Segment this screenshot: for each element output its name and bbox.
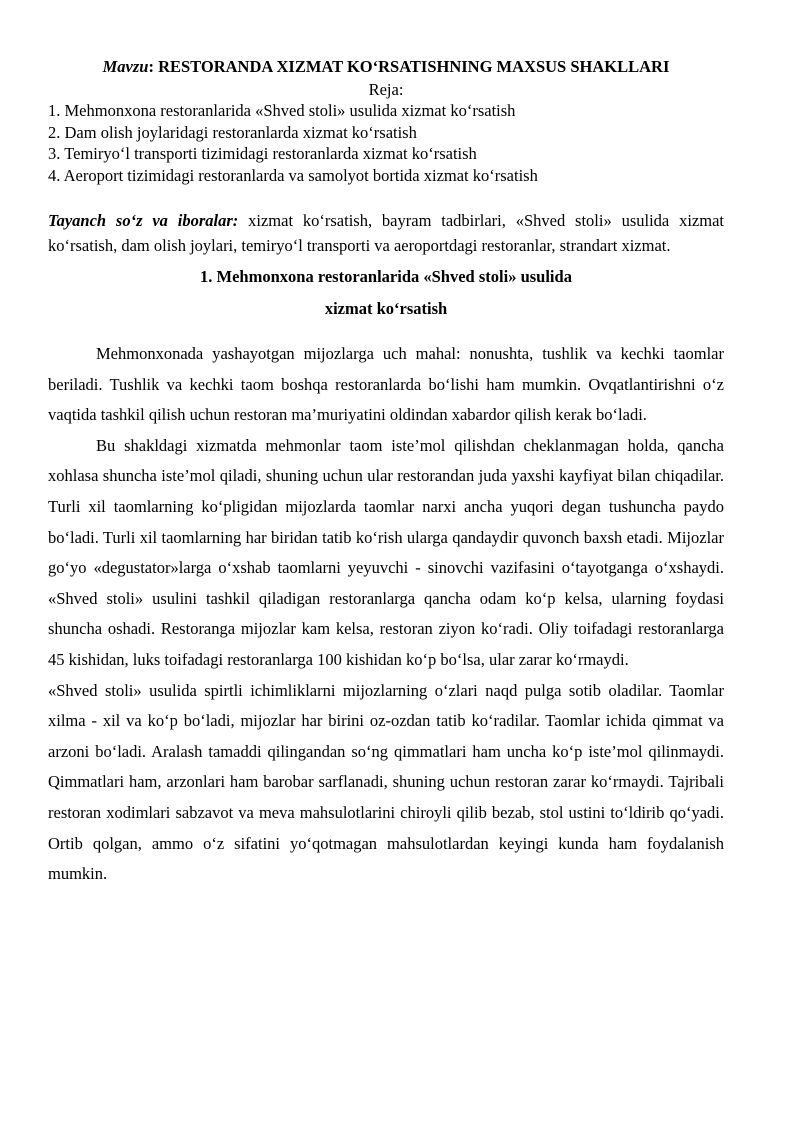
plan-item: 2. Dam olish joylaridagi restoranlarda xizmat ko‘rsatish	[48, 122, 417, 142]
keywords-paragraph	[48, 209, 724, 258]
plan-item: 1. Mehmonxona restoranlarida «Shved stoli» usulida xizmat ko‘rsatish	[48, 101, 516, 120]
plan-list	[48, 100, 724, 186]
document-title	[48, 54, 724, 80]
section-heading	[48, 261, 724, 325]
title-separator: :	[148, 57, 159, 76]
title-label: Mavzu	[102, 57, 149, 76]
plan-item: 4. Aeroport tizimidagi restoranlarda va samolyot bortida xizmat ko‘rsatish	[48, 165, 538, 185]
plan-item: 3. Temiryo‘l transporti tizimidagi restoranlarda xizmat ko‘rsatish	[48, 144, 477, 163]
body-text	[48, 339, 724, 890]
section-heading-line: xizmat ko‘rsatish	[324, 299, 448, 318]
body-paragraph: Bu shakldagi xizmatda mehmonlar taom iste’mol qilishdan cheklanmagan holda, qancha xohlasa shuncha iste’mol qiladi, shuning uchun ular restorandan juda yaxshi kayfiyat bilan chiqadilar. Turli xil taomlarning ko‘pligidan mijozlarda taomlar narxi ancha yuqori degan tushuncha paydo bo‘ladi. Turli xil taomlarning har biridan tatib ko‘rish ularga qandaydir quvonch baxsh etadi. Mijozlar go‘yo «degustator»larga o‘xshab taomlarni yeyuvchi - sinovchi vazifasini o‘tayotganga o‘xshaydi. «Shved stoli» usulini tashkil qiladigan restoranlarga qancha odam ko‘p kelsa, ularning foydasi shuncha oshadi. Restoranga mijozlar kam kelsa, restoran ziyon ko‘radi. Oliy toifadagi restoranlarga 45 kishidan, luks toifadagi restoranlarga 100 kishidan ko‘p bo‘lsa, ular zarar ko‘rmaydi.	[48, 435, 724, 669]
document-page	[48, 54, 724, 890]
body-paragraph: «Shved stoli» usulida spirtli ichimliklarni mijozlarning o‘zlari naqd pulga sotib oladilar. Taomlar xilma - xil va ko‘p bo‘ladi, mijozlar har birini oz-ozdan tatib ko‘radilar. Taomlar ichida qimmat va arzoni bo‘ladi. Aralash tamaddi qilingandan so‘ng qimmatlari ham uncha ko‘p iste’mol qilinmaydi. Qimmatlari ham, arzonlari ham barobar sarflanadi, shuning uchun restoran zarar ko‘rmaydi. Tajribali restoran xodimlari sabzavot va meva mahsulotlarini chiroyli qilib bezab, stol ustini to‘ldirib qo‘yadi. Ortib qolgan, ammo o‘z sifatini yo‘qotmagan mahsulotlardan keyingi kunda ham foydalanish mumkin.	[48, 680, 724, 884]
plan-heading: Reja:	[368, 80, 404, 99]
keywords-label: Tayanch so‘z va iboralar:	[48, 211, 239, 230]
title-text: RESTORANDA XIZMAT KO‘RSATISHNING MAXSUS SHAKLLARI	[158, 57, 670, 76]
body-paragraph: Mehmonxonada yashayotgan mijozlarga uch mahal: nonushta, tushlik va kechki taomlar beriladi. Tushlik va kechki taom boshqa restoranlarda bo‘lishi ham mumkin. Ovqatlantirishni o‘z vaqtida tashkil qilish uchun restoran ma’muriyatini oldindan xabardor qilish kerak bo‘ladi.	[48, 344, 724, 425]
section-heading-line: 1. Mehmonxona restoranlarida «Shved stoli» usulida	[200, 267, 572, 286]
keywords-text: xizmat ko‘rsatish, bayram tadbirlari, «Shved stoli» usulida xizmat ko‘rsatish, dam olish joylari, temiryo‘l transporti va aeroportdagi restoranlar, strandart xizmat.	[48, 211, 724, 255]
